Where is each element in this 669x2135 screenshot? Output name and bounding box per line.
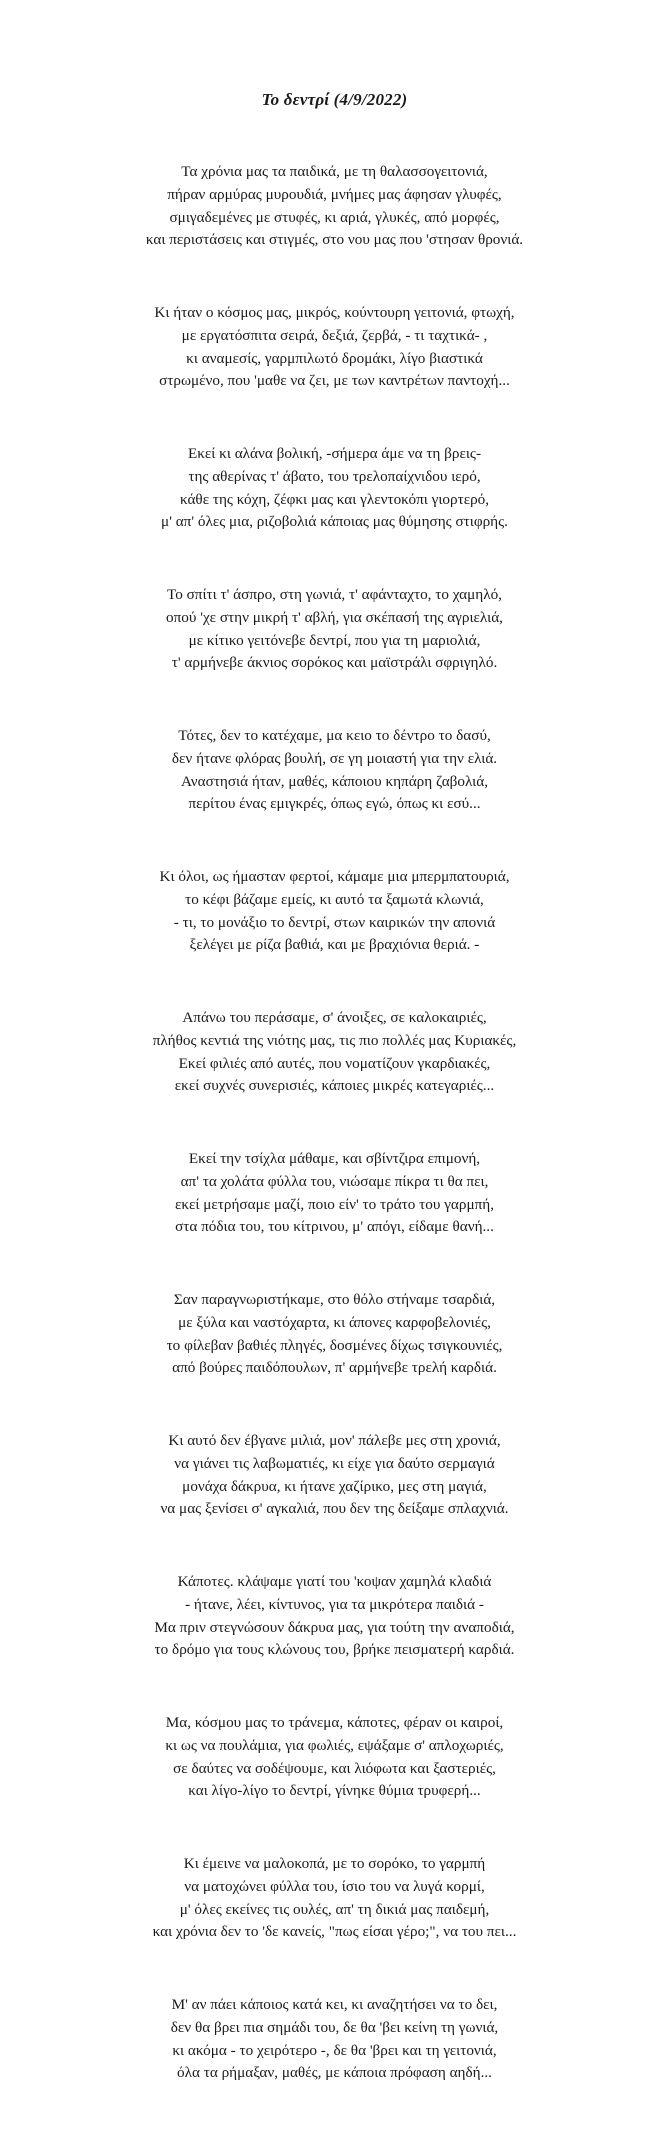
poem-line: τ' αρμήνεβε άκνιος σορόκος και μαϊστράλι σφριγηλό. <box>171 654 498 672</box>
poem-line: Κι αυτό δεν έβγανε μιλιά, μον' πάλεβε μες στη χρονιά, <box>168 1432 501 1449</box>
poem-line: το δρόμο για τους κλώνους του, βρήκε πεισματερή καρδιά. <box>154 1641 515 1659</box>
poem-line: Το σπίτι τ' άσπρο, στη γωνιά, τ' αφάνταχτο, το χαμηλό, <box>167 586 502 603</box>
poem-line: το φίλεβαν βαθιές πληγές, δοσμένες δίχως τσιγκουνιές, <box>166 1336 503 1354</box>
poem-line: με ξύλα και ναστόχαρτα, κι άπονες καρφοβελονιές, <box>178 1313 491 1331</box>
poem-line: με εργατόσπιτα σειρά, δεξιά, ζερβά, - τι ταχτικά- , <box>181 326 488 344</box>
poem-line: Μα πριν στεγνώσουν δάκρυα μας, για τούτη την αναποδιά, <box>154 1618 515 1636</box>
poem-line: Σαν παραγνωριστήκαμε, στο θόλο στήναμε τσαρδιά, <box>173 1291 496 1308</box>
poem-line: πλήθος κεντιά της νιότης μας, τις πιο πολλές μας Κυριακές, <box>152 1031 517 1049</box>
poem-line: σε δαύτες να σοδέψουμε, και λιόφωτα και ξαστεριές, <box>173 1759 496 1777</box>
poem-line: Κι έμεινε να μαλοκοπά, με το σορόκο, το γαρμπή <box>183 1855 486 1872</box>
poem-line: κι ως να πουλάμια, για φωλιές, εψάξαμε σ' απλοχωριές, <box>165 1736 504 1754</box>
stanza <box>0 443 669 584</box>
poem-line: και λίγο-λίγο το δεντρί, γίνηκε θύμια τρυφερή... <box>188 1782 481 1800</box>
poem-line: όλα τα ρήμαξαν, μαθές, με κάποια πρόφαση αηδή... <box>177 2064 492 2082</box>
poem-line: εκεί μετρήσαμε μαζί, ποιο είν' το τράτο του γαρμπή, <box>174 1195 494 1213</box>
poem-line: Εκεί φιλιές από αυτές, που νοματίζουν γκαρδιακές, <box>178 1054 491 1072</box>
poem-line: από βούρες παιδόπουλων, π' αρμήνεβε τρελή καρδιά. <box>172 1359 497 1377</box>
poem-line: Εκεί κι αλάνα βολική, -σήμερα άμε να τη βρεις- <box>187 445 482 462</box>
poem-line: και περιστάσεις και στιγμές, στο νου μας που 'στησαν θρονιά. <box>145 231 524 249</box>
stanza <box>0 161 669 302</box>
poem-line: Εκεί την τσίχλα μάθαμε, και σβίντζιρα επιμονή, <box>188 1150 481 1167</box>
poem-line: με κίτικο γειτόνεβε δεντρί, που για τη μαριολιά, <box>188 631 481 649</box>
stanza <box>0 1007 669 1148</box>
poem-line: στα πόδια του, του κίτρινου, μ' απόγι, είδαμε θανή... <box>175 1218 494 1236</box>
poem-line: Αναστησιά ήταν, μαθές, κάποιου κηπάρη ζαβολιά, <box>180 772 489 790</box>
poem-line: Κι όλοι, ως ήμασταν φερτοί, κάμαμε μια μπερμπατουριά, <box>159 868 510 885</box>
stanza <box>0 1289 669 1430</box>
poem-line: πήραν αρμύρας μυρουδιά, μνήμες μας άφησαν γλυφές, <box>167 185 502 203</box>
stanza <box>0 725 669 866</box>
poem-line: κάθε της κόχη, ζέφκι μας και γλεντοκόπι γιορτερό, <box>179 490 490 508</box>
poem-line: Τότες, δεν το κατέχαμε, μα κειο το δέντρο το δασύ, <box>178 727 491 744</box>
poem-line: ξελέγει με ρίζα βαθιά, και με βραχιόνια θεριά. - <box>189 936 480 954</box>
poem-line: Μ' αν πάει κάποιος κατά κει, κι αναζητήσει να το δει, <box>171 1996 498 2013</box>
poem-line: Κάποτες. κλάψαμε γιατί του 'κοψαν χαμηλά κλαδιά <box>177 1573 492 1590</box>
poem-line: απ' τα χολάτα φύλλα του, νιώσαμε πίκρα τι θα πει, <box>180 1172 489 1190</box>
poem-line: σμιγαδεμένες με στυφές, κι αριά, γλυκές, από μορφές, <box>169 208 500 226</box>
poem-line: εκεί συχνές συνερισιές, κάποιες μικρές κατεγαριές... <box>174 1077 495 1095</box>
poem-line: Απάνω του περάσαμε, σ' άνοιξες, σε καλοκαιριές, <box>182 1009 487 1026</box>
stanza <box>0 1853 669 1994</box>
poem-line: Κι ήταν ο κόσμος μας, μικρός, κούντουρη γειτονιά, φτωχή, <box>154 304 515 321</box>
poem-line: μ' απ' όλες μια, ριζοβολιά κάποιας μας θύμησης στιφρής. <box>161 513 508 531</box>
poem-line: και χρόνια δεν το 'δε κανείς, "πως είσαι γέρο;", να του πει... <box>152 1923 517 1941</box>
poem-line: κι ακόμα - το χειρότερο -, δε θα 'βρει και τη γειτονιά, <box>172 2041 497 2059</box>
poem-line: - ήτανε, λέει, κίντυνος, για τα μικρότερα παιδιά - <box>185 1595 484 1613</box>
poem-line: να γιάνει τις λαβωματιές, κι είχε για δαύτο σερμαγιά <box>174 1454 495 1472</box>
poem-line: Τα χρόνια μας τα παιδικά, με τη θαλασσογειτονιά, <box>181 163 488 180</box>
stanza <box>0 1712 669 1853</box>
poem-line: - τι, το μονάξιο το δεντρί, στων καιρικών την απονιά <box>173 913 496 931</box>
poem-line: δεν ήτανε φλόρας βουλή, σε γη μοιαστή για την ελιά. <box>171 749 498 767</box>
poem-line: να μας ξενίσει σ' αγκαλιά, που δεν της δείξαμε σπλαχνιά. <box>160 1500 509 1518</box>
poem-body <box>0 161 669 2135</box>
poem-line: Μα, κόσμου μας το τράνεμα, κάποτες, φέραν οι καιροί, <box>165 1714 504 1731</box>
poem-line: μ' όλες εκείνες τις ουλές, απ' τη δικιά μας παιδεμή, <box>179 1900 490 1918</box>
stanza <box>0 302 669 443</box>
poem-line: της αθερίνας τ' άβατο, του τρελοπαίχνιδου ιερό, <box>188 467 481 485</box>
poem-title: Το δεντρί (4/9/2022) <box>261 90 408 109</box>
poem-line: περίτου ένας εμιγκρές, όπως εγώ, όπως κι εσύ... <box>188 795 481 813</box>
poem-line: το κέφι βάζαμε εμείς, κι αυτό τα ξαμωτά κλωνιά, <box>185 890 484 908</box>
stanza <box>0 866 669 1007</box>
stanza <box>0 1994 669 2135</box>
stanza <box>0 584 669 725</box>
stanza <box>0 1430 669 1571</box>
poem-line: οπού 'χε στην μικρή τ' αβλή, για σκέπασή της αγριελιά, <box>166 608 503 626</box>
poem-line: να ματοχώνει φύλλα του, ίσιο του να λυγά κορμί, <box>184 1877 485 1895</box>
poem-line: στρωμένο, που 'μαθε να ζει, με των καντρέτων παντοχή... <box>159 372 510 390</box>
stanza <box>0 1571 669 1712</box>
poem-line: δεν θα βρει πια σημάδι του, δε θα 'βει κείνη τη γωνιά, <box>170 2018 499 2036</box>
poem-line: μονάχα δάκρυα, κι ήτανε χαζίρικο, μες στη μαγιά, <box>182 1477 487 1495</box>
poem-line: κι αναμεσίς, γαρμπιλωτό δρομάκι, λίγο βιαστικά <box>186 349 483 367</box>
stanza <box>0 1148 669 1289</box>
